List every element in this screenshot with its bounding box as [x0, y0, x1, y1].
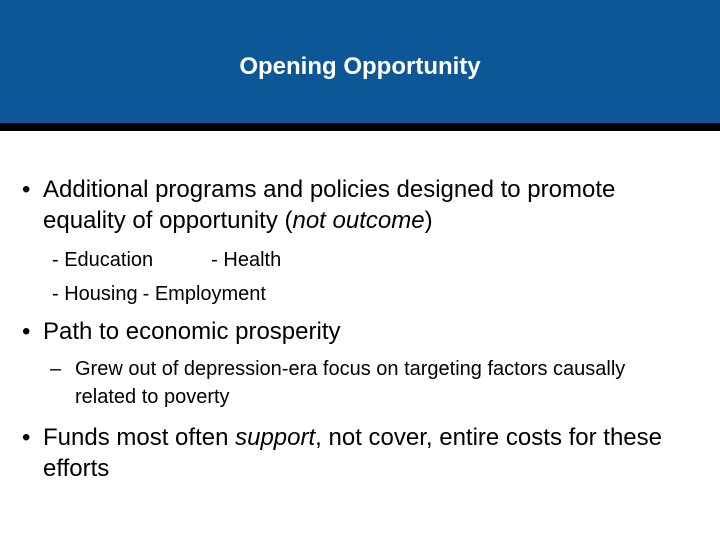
bullet-text-part: ) — [424, 207, 433, 234]
bullet-text-part: , not cover, entire costs for these efforts — [43, 424, 662, 482]
dash-icon: – — [50, 358, 62, 380]
program-item-health: - Health — [211, 249, 282, 271]
bullet-dot-icon: • — [22, 424, 31, 451]
bullet-dot-icon: • — [22, 176, 31, 203]
bullet-text: Path to economic prosperity — [43, 318, 341, 345]
program-list-row-2 — [52, 277, 266, 311]
program-item-employment: - Employment — [142, 283, 266, 305]
program-list-row-1 — [52, 243, 281, 277]
bullet-text-part: Additional programs and policies designed to promote equality of opportunity ( — [43, 176, 616, 234]
program-item-education: - Education — [52, 249, 154, 271]
bullet-dot-icon: • — [22, 318, 31, 345]
bullet-text — [43, 422, 703, 484]
program-item-housing: - Housing — [52, 283, 138, 305]
bullet-text-emphasis: support — [235, 424, 316, 451]
sub-bullet-text: Grew out of depression-era focus on targeting factors causally related to poverty — [75, 358, 626, 408]
bullet-text-part: Funds most often — [43, 424, 236, 451]
bullet-text — [43, 174, 703, 236]
slide-title: Opening Opportunity — [239, 53, 481, 80]
bullet-text-emphasis: not outcome — [292, 207, 425, 234]
